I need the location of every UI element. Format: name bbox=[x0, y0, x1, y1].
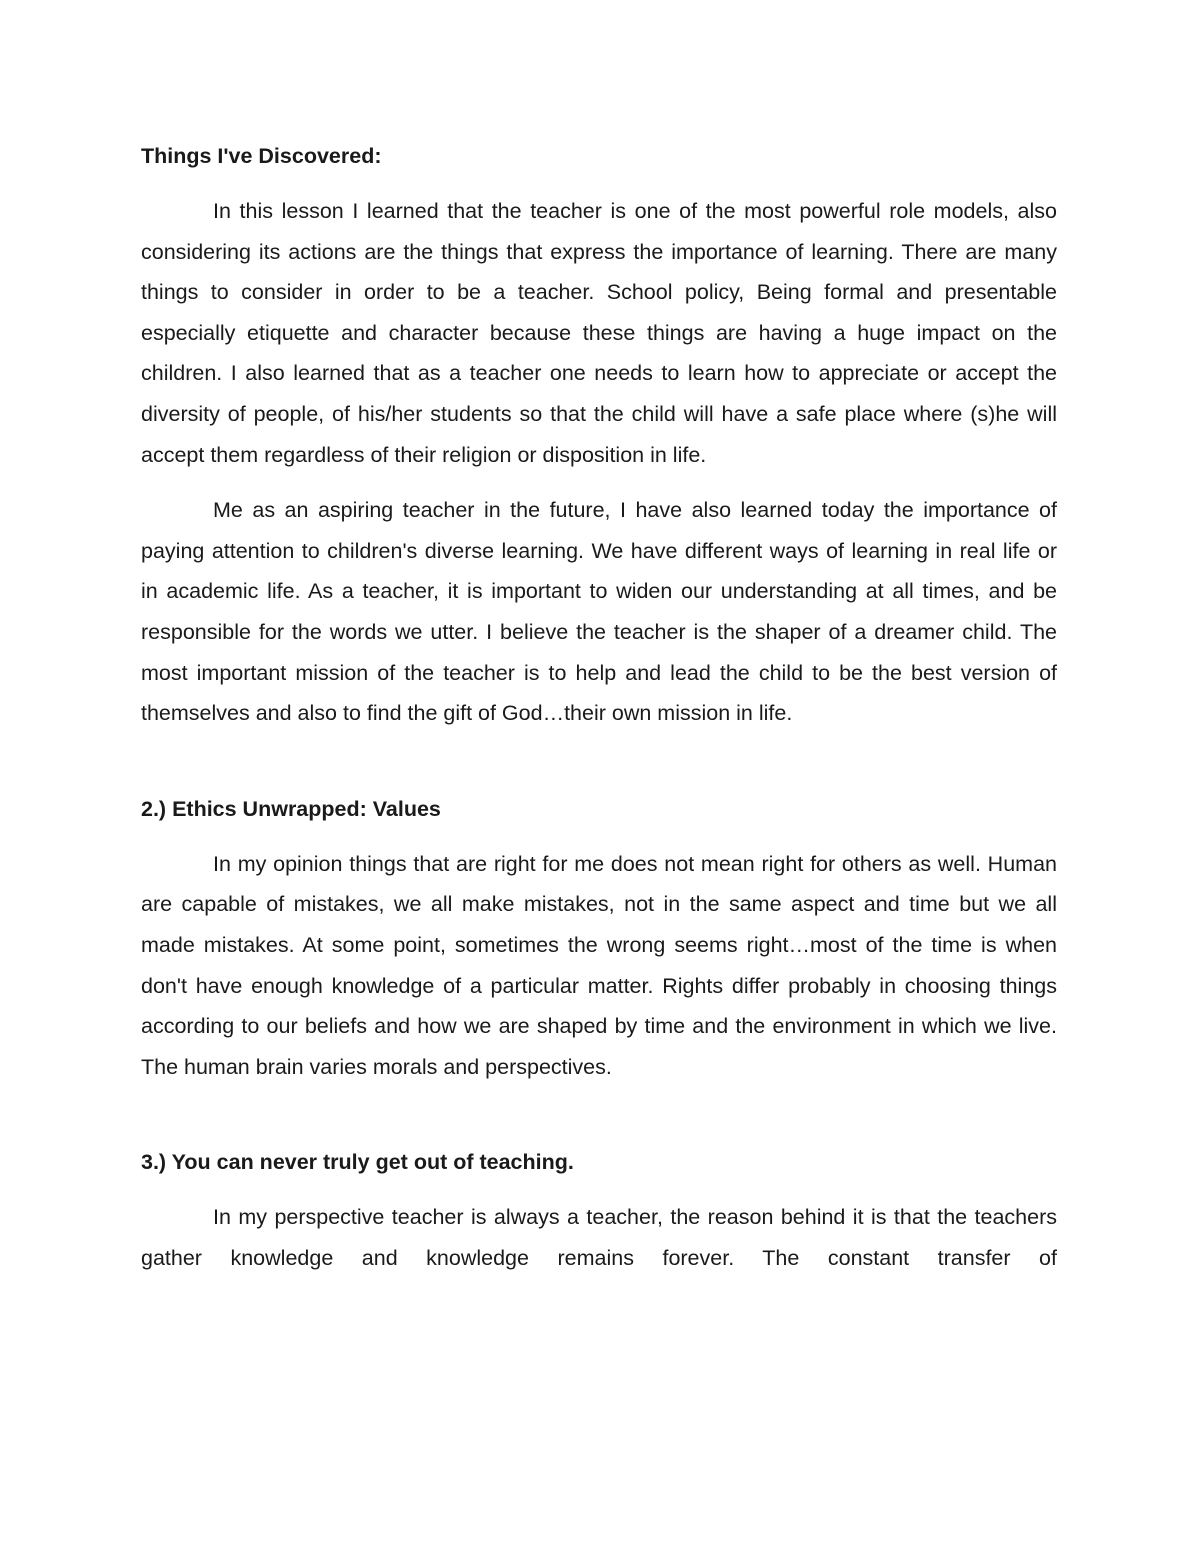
paragraph: Me as an aspiring teacher in the future, I have also learned today the importance of paying attention to children's diverse learning. We have different ways of learning in real life or in academic life. As a teacher, it is important to widen our understanding at all times, and be responsible for the words we utter. I believe the teacher is the shaper of a dreamer child. The most important mission of the teacher is to help and lead the child to be the best version of themselves and also to find the gift of God…their own mission in life. bbox=[141, 498, 1057, 726]
section-heading-ethics-unwrapped: 2.) Ethics Unwrapped: Values bbox=[141, 796, 441, 821]
section-heading-things-discovered: Things I've Discovered: bbox=[141, 144, 382, 168]
document-body bbox=[141, 136, 1057, 1278]
section-heading-never-out-of-teaching: 3.) You can never truly get out of teaching. bbox=[141, 1150, 574, 1175]
paragraph: In this lesson I learned that the teacher is one of the most powerful role models, also considering its actions are the things that express the importance of learning. There are many things to consider in order to be a teacher. School policy, Being formal and presentable especially etiquette and character because these things are having a huge impact on the children. I also learned that as a teacher one needs to learn how to appreciate or accept the diversity of people, of his/her students so that the child will have a safe place where (s)he will accept them regardless of their religion or disposition in life. bbox=[141, 199, 1057, 467]
paragraph: In my perspective teacher is always a teacher, the reason behind it is that the teachers gather knowledge and knowledge remains forever. The constant transfer of bbox=[141, 1205, 1057, 1270]
paragraph: In my opinion things that are right for me does not mean right for others as well. Human are capable of mistakes, we all make mistakes, not in the same aspect and time but we all made mistakes. At some point, sometimes the wrong seems right…most of the time is when don't have enough knowledge of a particular matter. Rights differ probably in choosing things according to our beliefs and how we are shaped by time and the environment in which we live. The human brain varies morals and perspectives. bbox=[141, 851, 1057, 1079]
